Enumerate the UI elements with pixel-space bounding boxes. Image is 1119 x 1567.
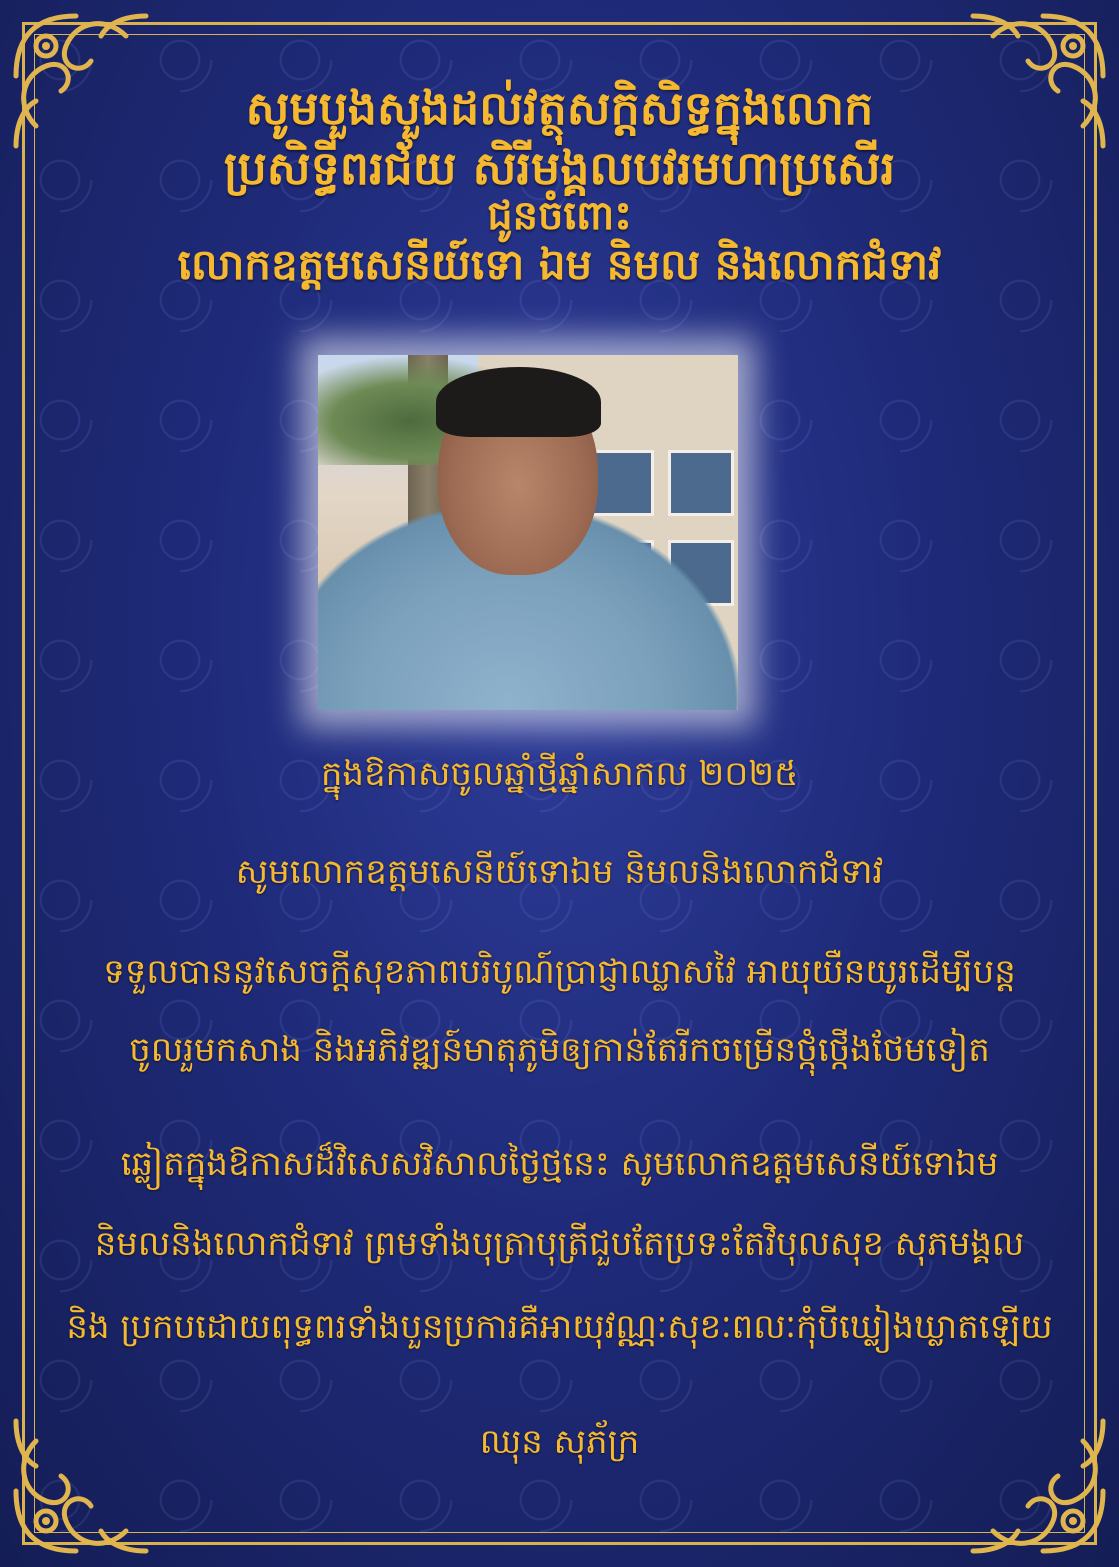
heading-line-4: លោកឧត្តមសេនីយ៍ទោ ឯម និមល និងលោកជំទាវ bbox=[177, 240, 942, 289]
body-line-3: ទទួលបាននូវសេចក្តីសុខភាពបរិបូណ៍ប្រាជ្ញាឈ្លាសវៃ អាយុយឺនយូរដើម្បីបន្ត bbox=[103, 952, 1016, 992]
body-line-1: ក្នុងឱកាសចូលឆ្នាំថ្មីឆ្នាំសាកល ២០២៥ bbox=[320, 754, 799, 794]
body-line-4: ចូលរួមកសាង និងអភិវឌ្ឍន៍មាតុភូមិឲ្យកាន់តែរីកចម្រើនថ្កុំថ្កើងថែមទៀត bbox=[129, 1030, 990, 1070]
photo-person-hair bbox=[436, 367, 601, 437]
signature: ឈុន សុភ័ក្រ bbox=[479, 1422, 640, 1462]
body-line-2: សូមលោកឧត្តមសេនីយ៍ទោឯម និមលនិងលោកជំទាវ bbox=[235, 852, 884, 892]
body-line-7: និង ប្រកបដោយពុទ្ធពរទាំងបួនប្រការគឺអាយុវណ្ណៈសុខៈពលៈកុំបីឃ្លៀងឃ្លាតឡើយ bbox=[66, 1307, 1053, 1347]
body-line-5: ឆ្លៀតក្នុងឱកាសដ៏វិសេសវិសាលថ្ងៃថ្មនេះ សូមលោកឧត្តមសេនីយ៍ទោឯម bbox=[120, 1144, 999, 1184]
heading-line-1: សូមបួងសួងដល់វត្ថុសក្តិសិទ្ធក្នុងលោក bbox=[245, 81, 874, 135]
heading-line-2: ប្រសិទ្ធីពរជ័យ សិរីមង្គលបវរមហាប្រសើរ bbox=[223, 141, 896, 195]
body-line-6: និមលនិងលោកជំទាវ ព្រមទាំងបុត្រាបុត្រីជួបតែប្រទះតែវិបុលសុខ សុភមង្គល bbox=[94, 1224, 1025, 1264]
portrait-photo bbox=[318, 355, 738, 710]
heading-line-3: ជូនចំពោះ bbox=[487, 193, 632, 239]
